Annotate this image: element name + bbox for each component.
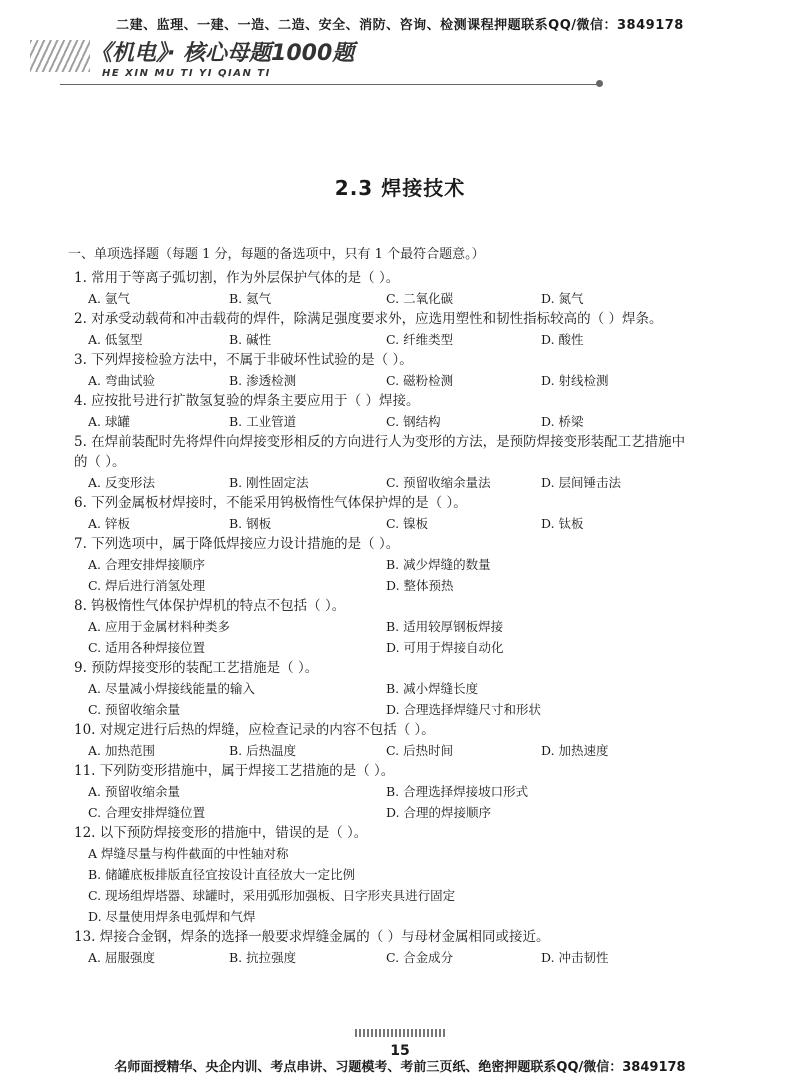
option-d: D. 层间锤击法	[541, 475, 622, 490]
option-a: A. 反变形法	[88, 475, 155, 490]
option-b: B. 储罐底板排版直径宜按设计直径放大一定比例	[88, 867, 356, 882]
option-d: D. 尽量使用焊条电弧焊和气焊	[88, 909, 256, 924]
question-options	[74, 329, 764, 350]
question-options	[74, 472, 764, 493]
option-c: C. 二氧化碳	[386, 291, 454, 306]
option-a: A. 加热范围	[88, 743, 155, 758]
question-options	[74, 616, 764, 637]
section-instructions: 一、单项选择题（每题 1 分，每题的备选项中，只有 1 个最符合题意。）	[68, 247, 485, 262]
book-header	[30, 34, 590, 94]
question-options	[74, 699, 764, 720]
option-a: A. 尽量减小焊接线能量的输入	[88, 681, 255, 696]
option-c: C. 预留收缩余量	[88, 702, 181, 717]
option-d: D. 氮气	[541, 291, 584, 306]
option-c: C. 合金成分	[386, 950, 454, 965]
option-c: C. 后热时间	[386, 743, 454, 758]
page-number-ornament	[355, 1029, 445, 1037]
question-3	[74, 350, 764, 391]
option-c: C. 镍板	[386, 516, 429, 531]
option-c: C. 预留收缩余量法	[386, 475, 491, 490]
question-stem: 2. 对承受动载荷和冲击载荷的焊件，除满足强度要求外，应选用塑性和韧性指标较高的（ ）焊条。	[74, 311, 663, 327]
option-a: A. 锌板	[88, 516, 130, 531]
option-b: B. 渗透检测	[229, 373, 297, 388]
option-a: A. 应用于金属材料种类多	[88, 619, 230, 634]
option-d: D. 合理选择焊缝尺寸和形状	[386, 702, 542, 717]
question-options	[74, 288, 764, 309]
option-c: C. 钢结构	[386, 414, 441, 429]
option-b: B. 刚性固定法	[229, 475, 309, 490]
question-stem: 8. 钨极惰性气体保护焊机的特点不包括（ ）。	[74, 598, 346, 614]
option-a: A. 预留收缩余量	[88, 784, 180, 799]
option-b: B. 碱性	[229, 332, 272, 347]
option-b: B. 抗拉强度	[229, 950, 297, 965]
question-5	[74, 432, 764, 493]
question-stem: 12. 以下预防焊接变形的措施中，错误的是（ ）。	[74, 825, 368, 841]
question-stem: 11. 下列防变形措施中，属于焊接工艺措施的是（ ）。	[74, 763, 395, 779]
question-stem-continued: 的（ ）。	[74, 454, 126, 470]
option-a: A. 低氢型	[88, 332, 143, 347]
option-b: B. 减少焊缝的数量	[386, 557, 491, 572]
question-stem: 1. 常用于等离子弧切割，作为外层保护气体的是（ ）。	[74, 270, 400, 286]
question-12	[74, 823, 764, 927]
option-b: B. 后热温度	[229, 743, 297, 758]
option-b: B. 减小焊缝长度	[386, 681, 479, 696]
option-c: C. 现场组焊塔器、球罐时，采用弧形加强板、日字形夹具进行固定	[88, 888, 456, 903]
header-stripes-decoration	[30, 40, 90, 72]
option-b: B. 氦气	[229, 291, 272, 306]
option-a: A 焊缝尽量与构件截面的中性轴对称	[88, 846, 289, 861]
header-dot-decoration	[596, 80, 603, 87]
option-c: C. 纤维类型	[386, 332, 454, 347]
option-d: D. 酸性	[541, 332, 584, 347]
option-c: C. 合理安排焊缝位置	[88, 805, 206, 820]
option-d: D. 加热速度	[541, 743, 609, 758]
bottom-contact-banner: 名师面授精华、央企内训、考点串讲、习题模考、考前三页纸、绝密押题联系QQ/微信：3849178	[114, 1060, 686, 1075]
question-4	[74, 391, 764, 432]
question-stem: 3. 下列焊接检验方法中，不属于非破坏性试验的是（ ）。	[74, 352, 413, 368]
option-b: B. 适用较厚钢板焊接	[386, 619, 504, 634]
option-d: D. 可用于焊接自动化	[386, 640, 504, 655]
question-13	[74, 927, 764, 968]
question-2	[74, 309, 764, 350]
option-a: A. 球罐	[88, 414, 130, 429]
option-a: A. 屈服强度	[88, 950, 155, 965]
question-options	[74, 554, 764, 575]
question-options	[74, 370, 764, 391]
option-b: B. 合理选择焊接坡口形式	[386, 784, 529, 799]
question-options	[74, 740, 764, 761]
option-d: D. 桥梁	[541, 414, 584, 429]
question-7	[74, 534, 764, 596]
question-stem: 9. 预防焊接变形的装配工艺措施是（ ）。	[74, 660, 319, 676]
question-stem: 5. 在焊前装配时先将焊件向焊接变形相反的方向进行人为变形的方法，是预防焊接变形装配工艺措施中	[74, 434, 686, 450]
option-c: C. 焊后进行消氢处理	[88, 578, 206, 593]
option-a: A. 合理安排焊接顺序	[88, 557, 205, 572]
question-stem: 4. 应按批号进行扩散氢复验的焊条主要应用于（ ）焊接。	[74, 393, 420, 409]
option-a: A. 弯曲试验	[88, 373, 155, 388]
page-footer	[0, 1022, 800, 1059]
question-list	[74, 268, 764, 968]
option-b: B. 工业管道	[229, 414, 297, 429]
question-9	[74, 658, 764, 720]
question-stem: 13. 焊接合金钢，焊条的选择一般要求焊缝金属的（ ）与母材金属相同或接近。	[74, 929, 550, 945]
header-rule	[60, 84, 600, 85]
question-options	[74, 513, 764, 534]
option-d: D. 整体预热	[386, 578, 454, 593]
question-10	[74, 720, 764, 761]
option-a: A. 氩气	[88, 291, 130, 306]
option-c: C. 适用各种焊接位置	[88, 640, 206, 655]
question-options	[74, 678, 764, 699]
option-b: B. 钢板	[229, 516, 272, 531]
question-options	[74, 947, 764, 968]
book-title-pinyin: HE XIN MU TI YI QIAN TI	[102, 68, 271, 79]
option-c: C. 磁粉检测	[386, 373, 454, 388]
question-options	[74, 802, 764, 823]
question-options	[74, 575, 764, 596]
question-options	[74, 781, 764, 802]
section-title: 2.3 焊接技术	[334, 176, 466, 200]
question-1	[74, 268, 764, 309]
page-number: 15	[390, 1043, 410, 1059]
question-8	[74, 596, 764, 658]
question-options	[74, 637, 764, 658]
question-options	[74, 411, 764, 432]
option-d: D. 射线检测	[541, 373, 609, 388]
question-stem: 10. 对规定进行后热的焊缝，应检查记录的内容不包括（ ）。	[74, 722, 435, 738]
question-stem: 7. 下列选项中，属于降低焊接应力设计措施的是（ ）。	[74, 536, 400, 552]
option-d: D. 冲击韧性	[541, 950, 609, 965]
option-d: D. 钛板	[541, 516, 584, 531]
option-d: D. 合理的焊接顺序	[386, 805, 492, 820]
question-6	[74, 493, 764, 534]
book-title: 《机电》· 核心母题1000题	[90, 41, 355, 66]
question-stem: 6. 下列金属板材焊接时，不能采用钨极惰性气体保护焊的是（ ）。	[74, 495, 467, 511]
top-contact-banner: 二建、监理、一建、一造、二造、安全、消防、咨询、检测课程押题联系QQ/微信：3849178	[116, 18, 684, 33]
question-11	[74, 761, 764, 823]
